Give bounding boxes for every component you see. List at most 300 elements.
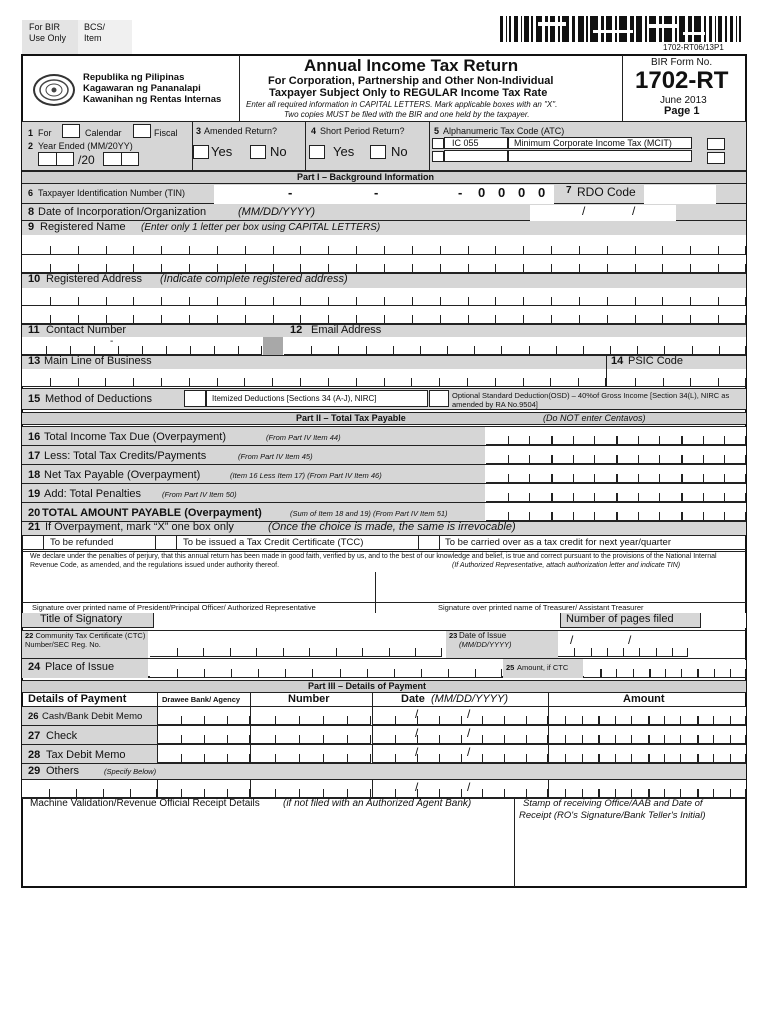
box-tick <box>275 735 276 743</box>
box-tick <box>623 648 624 656</box>
item3-no: 3 <box>196 126 202 136</box>
agency-line-2: Kagawaran ng Pananalapi <box>83 83 201 94</box>
box-tick <box>718 246 719 254</box>
box-tick <box>249 735 250 743</box>
short-period-yes-checkbox[interactable] <box>309 145 325 159</box>
box-tick <box>547 754 548 762</box>
box-tick <box>300 297 301 305</box>
rdo-code-input[interactable] <box>644 185 716 204</box>
box-tick <box>745 264 746 272</box>
box-tick <box>299 716 300 724</box>
box-tick <box>631 754 632 762</box>
box-tick <box>440 297 441 305</box>
box-tick <box>441 648 442 656</box>
form-code: 1702-RT06/13P1 <box>663 43 724 52</box>
contact-email-divider <box>263 337 283 355</box>
box-tick <box>395 716 396 724</box>
box-tick <box>662 297 663 305</box>
box-tick <box>395 789 396 797</box>
box-tick <box>412 246 413 254</box>
box-tick <box>573 436 574 444</box>
box-tick <box>508 512 509 520</box>
box-tick <box>697 669 699 677</box>
year-prefix: /20 <box>78 153 95 167</box>
registered-name-line-1[interactable] <box>22 235 746 255</box>
box-tick <box>336 648 337 656</box>
signature-president-label: Signature over printed name of President/Principal Officer/ Authorized Representative <box>32 603 316 612</box>
part2-centavos-note: (Do NOT enter Centavos) <box>543 413 646 423</box>
tax-row-amount-input[interactable] <box>486 465 746 483</box>
atc-blank-checkbox[interactable] <box>432 151 444 162</box>
tin-branch-digit-2: 0 <box>498 185 506 200</box>
tcc-checkbox[interactable] <box>155 535 177 550</box>
fiscal-label: Fiscal <box>154 128 178 138</box>
atc-extra-checkbox-2[interactable] <box>707 152 725 164</box>
box-tick <box>635 315 636 323</box>
box-tick <box>130 789 131 797</box>
box-tick <box>631 735 632 743</box>
box-tick <box>730 754 731 762</box>
box-tick <box>384 264 385 272</box>
box-tick <box>745 474 746 482</box>
box-tick <box>574 648 575 656</box>
date-input[interactable] <box>373 745 548 763</box>
box-tick <box>594 436 595 444</box>
box-tick <box>529 474 530 482</box>
form-number: 1702-RT <box>635 67 729 94</box>
box-tick <box>78 246 79 254</box>
psic-code-input[interactable] <box>607 369 746 387</box>
box-tick <box>384 297 385 305</box>
box-tick <box>719 346 720 354</box>
form-title: Annual Income Tax Return <box>304 56 519 75</box>
box-tick <box>638 493 639 501</box>
box-tick <box>245 264 246 272</box>
tax-row-no: 19 <box>28 488 41 500</box>
box-tick <box>467 378 468 386</box>
box-tick <box>745 297 746 305</box>
box-tick <box>133 315 134 323</box>
amount-input[interactable] <box>549 726 746 744</box>
box-tick <box>249 754 250 762</box>
tcc-label: To be issued a Tax Credit Certificate (TCC) <box>183 537 364 548</box>
box-tick <box>245 297 246 305</box>
box-tick <box>526 716 527 724</box>
box-tick <box>272 378 273 386</box>
itemized-deductions-checkbox[interactable] <box>184 390 206 407</box>
atc-code: IC 055 <box>452 138 479 148</box>
date-slash: / <box>415 726 419 740</box>
box-tick <box>681 474 683 482</box>
box-tick <box>133 246 134 254</box>
f14-label: PSIC Code <box>628 355 684 367</box>
item3-label: Amended Return? <box>204 126 278 136</box>
registered-name-line-2[interactable] <box>22 255 746 273</box>
number-input[interactable] <box>251 745 371 763</box>
box-tick <box>690 297 691 305</box>
box-tick <box>217 297 218 305</box>
f11-label: Contact Number <box>46 324 127 336</box>
item2-no: 2 <box>28 141 34 151</box>
part1-title: Part I – Background Information <box>297 172 435 182</box>
contact-number-input[interactable] <box>22 337 262 355</box>
box-tick <box>133 378 134 386</box>
box-tick <box>118 346 119 354</box>
box-tick <box>161 378 162 386</box>
tax-row-note: (Item 16 Less Item 17) (From Part IV Item 46) <box>230 471 382 480</box>
box-tick <box>299 789 300 797</box>
box-tick <box>76 789 77 797</box>
box-tick <box>672 648 673 656</box>
f9-note: (Enter only 1 letter per box using CAPITAL LETTERS) <box>141 222 381 233</box>
box-tick <box>648 716 650 724</box>
box-tick <box>681 512 683 520</box>
box-tick <box>659 512 660 520</box>
date-slash: / <box>467 780 471 794</box>
tax-row-label: Add: Total Penalties <box>44 488 142 500</box>
tax-row-18 <box>22 464 746 483</box>
box-tick <box>573 474 574 482</box>
others-specify-input[interactable] <box>22 780 157 798</box>
box-tick <box>389 648 390 656</box>
box-tick <box>579 264 580 272</box>
tax-row-no: 20 <box>28 507 41 519</box>
f6-label: Taxpayer Identification Number (TIN) <box>38 188 186 198</box>
f7-label: RDO Code <box>577 185 636 199</box>
box-tick <box>730 716 731 724</box>
box-tick <box>161 246 162 254</box>
box-tick <box>607 297 608 305</box>
date-input[interactable] <box>373 780 548 798</box>
box-tick <box>690 264 691 272</box>
box-tick <box>245 315 246 323</box>
box-tick <box>713 735 714 743</box>
number-input[interactable] <box>251 707 371 725</box>
box-tick <box>605 378 606 386</box>
box-tick <box>523 297 524 305</box>
form-note-2: Two copies MUST be filed with the BIR and one held by the taxpayer. <box>284 110 530 119</box>
box-tick <box>328 378 329 386</box>
box-tick <box>550 378 551 386</box>
drawee-bank-input[interactable] <box>158 707 250 725</box>
date-incorporation-input[interactable] <box>530 205 676 221</box>
box-tick <box>412 264 413 272</box>
box-tick <box>482 754 483 762</box>
registered-address-line-1[interactable] <box>22 288 746 306</box>
box-tick <box>724 512 725 520</box>
box-tick <box>659 455 660 463</box>
box-tick <box>439 378 440 386</box>
tax-row-amount-input[interactable] <box>486 484 746 502</box>
box-tick <box>745 512 746 520</box>
box-tick <box>482 789 483 797</box>
payment-row-no: 29 <box>28 765 41 777</box>
signature-president-input[interactable] <box>22 572 374 602</box>
box-tick <box>598 735 600 743</box>
box-tick <box>283 648 284 656</box>
box-tick <box>690 246 691 254</box>
f23-no: 23 <box>449 631 458 640</box>
box-tick <box>142 346 143 354</box>
box-tick <box>468 264 469 272</box>
box-tick <box>730 789 731 797</box>
box-tick <box>616 474 618 482</box>
number-input[interactable] <box>251 726 371 744</box>
tin-dash-1: - <box>288 185 293 200</box>
box-tick <box>664 754 665 762</box>
box-tick <box>635 246 636 254</box>
box-tick <box>663 378 664 386</box>
f10-no: 10 <box>28 273 41 285</box>
amended-no-label: No <box>270 144 287 159</box>
box-tick <box>526 735 527 743</box>
box-tick <box>610 346 611 354</box>
box-tick <box>384 315 385 323</box>
box-tick <box>367 669 368 677</box>
box-tick <box>656 648 657 656</box>
box-tick <box>638 474 639 482</box>
agency-line-1: Republika ng Pilipinas <box>83 72 185 83</box>
box-tick <box>616 512 618 520</box>
refund-checkbox[interactable] <box>22 535 44 550</box>
date-slash: / <box>467 726 471 740</box>
box-tick <box>181 716 182 724</box>
tax-row-amount-input[interactable] <box>486 503 746 521</box>
box-tick <box>551 264 552 272</box>
box-tick <box>616 669 617 677</box>
box-tick <box>106 297 107 305</box>
box-tick <box>529 512 530 520</box>
form-subtitle-1: For Corporation, Partnership and Other Non-Individual <box>268 75 554 87</box>
tax-row-20 <box>22 502 746 521</box>
title-signatory-input[interactable] <box>153 613 561 628</box>
box-tick <box>697 735 699 743</box>
box-tick <box>249 716 250 724</box>
registered-address-line-2[interactable] <box>22 306 746 324</box>
fiscal-checkbox[interactable] <box>133 124 151 138</box>
box-tick <box>190 346 191 354</box>
box-tick <box>217 264 218 272</box>
box-tick <box>713 716 714 724</box>
main-line-business-input[interactable] <box>22 369 606 387</box>
box-tick <box>551 493 553 501</box>
box-tick <box>347 716 348 724</box>
atc-desc: Minimum Corporate Income Tax (MCIT) <box>514 138 672 148</box>
box-tick <box>356 297 357 305</box>
stamp-label-2: Receipt (RO's Signature/Bank Teller's Initial) <box>519 810 706 821</box>
box-tick <box>106 246 107 254</box>
col-date: Date <box>401 693 425 705</box>
box-tick <box>745 455 746 463</box>
date-slash: / <box>415 780 419 794</box>
box-tick <box>648 754 650 762</box>
tax-row-amount-input[interactable] <box>486 427 746 445</box>
atc-blank-code[interactable] <box>444 150 508 162</box>
signature-treasurer-input[interactable] <box>376 572 746 602</box>
date-issue-input[interactable] <box>558 639 688 657</box>
box-tick <box>50 378 51 386</box>
box-tick <box>680 735 681 743</box>
box-tick <box>299 754 300 762</box>
date-input[interactable] <box>373 707 548 725</box>
f7-no: 7 <box>566 185 572 196</box>
box-tick <box>482 716 483 724</box>
tax-row-label: Less: Total Tax Credits/Payments <box>44 450 207 462</box>
box-tick <box>523 378 524 386</box>
place-issue-input[interactable] <box>150 660 502 678</box>
box-tick <box>495 264 496 272</box>
box-tick <box>745 246 746 254</box>
box-tick <box>412 315 413 323</box>
box-tick <box>356 264 357 272</box>
number-input[interactable] <box>251 780 371 798</box>
email-address-input[interactable] <box>284 337 746 355</box>
box-tick <box>70 346 71 354</box>
amended-no-checkbox[interactable] <box>250 145 266 159</box>
atc-blank-desc[interactable] <box>508 150 692 162</box>
box-tick <box>551 297 552 305</box>
part3-title: Part III – Details of Payment <box>308 681 427 691</box>
osd-checkbox[interactable] <box>429 390 449 407</box>
drawee-bank-input[interactable] <box>158 780 250 798</box>
calendar-checkbox[interactable] <box>62 124 80 138</box>
box-tick <box>745 315 746 323</box>
box-tick <box>680 716 681 724</box>
box-tick <box>730 735 731 743</box>
box-tick <box>724 436 725 444</box>
box-tick <box>615 789 616 797</box>
f22-label <box>25 632 147 649</box>
box-tick <box>551 455 553 463</box>
box-tick <box>565 754 566 762</box>
tax-row-label: TOTAL AMOUNT PAYABLE (Overpayment) <box>42 507 262 519</box>
box-tick <box>275 716 276 724</box>
box-tick <box>591 648 592 656</box>
box-tick <box>607 246 608 254</box>
box-tick <box>177 648 178 656</box>
box-tick <box>665 669 666 677</box>
box-tick <box>713 789 714 797</box>
box-tick <box>745 346 746 354</box>
box-tick <box>78 378 79 386</box>
box-tick <box>161 297 162 305</box>
drawee-bank-input[interactable] <box>158 726 250 744</box>
box-tick <box>573 493 574 501</box>
item5-label: Alphanumeric Tax Code (ATC) <box>443 126 565 136</box>
box-tick <box>356 246 357 254</box>
f8-format: (MM/DD/YYYY) <box>238 206 315 218</box>
box-tick <box>501 669 502 677</box>
box-tick <box>323 716 324 724</box>
box-tick <box>690 378 691 386</box>
box-tick <box>718 315 719 323</box>
box-tick <box>217 378 218 386</box>
col-details: Details of Payment <box>28 693 127 705</box>
box-tick <box>703 512 704 520</box>
box-tick <box>370 735 371 743</box>
box-tick <box>156 789 157 797</box>
box-tick <box>384 246 385 254</box>
box-tick <box>258 669 259 677</box>
box-tick <box>582 716 583 724</box>
drawee-bank-input[interactable] <box>158 745 250 763</box>
f11-no: 11 <box>28 324 40 336</box>
atc-extra-checkbox-1[interactable] <box>707 138 725 150</box>
amended-yes-checkbox[interactable] <box>193 145 209 159</box>
tax-row-amount-input[interactable] <box>486 446 746 464</box>
bcs-item-label: BCS/ Item <box>84 22 106 43</box>
item1-label: For <box>38 128 52 138</box>
f13-label: Main Line of Business <box>44 355 152 367</box>
box-tick <box>495 378 496 386</box>
machine-validation-label: Machine Validation/Revenue Official Receipt Details <box>30 798 260 809</box>
box-tick <box>615 716 616 724</box>
col-drawee: Drawee Bank/ Agency <box>162 695 241 704</box>
box-tick <box>635 297 636 305</box>
box-tick <box>649 669 651 677</box>
box-tick <box>217 315 218 323</box>
box-tick <box>285 669 286 677</box>
box-tick <box>461 754 462 762</box>
pages-filed-input[interactable] <box>700 613 746 628</box>
form-date: June 2013 <box>660 95 707 106</box>
box-tick <box>594 455 595 463</box>
box-tick <box>420 346 421 354</box>
box-tick <box>579 297 580 305</box>
date-slash: / <box>415 745 419 759</box>
contact-email-label-row <box>22 324 746 337</box>
short-period-no-checkbox[interactable] <box>370 145 386 159</box>
box-tick <box>439 789 440 797</box>
box-tick <box>638 436 639 444</box>
box-tick <box>495 246 496 254</box>
amount-input[interactable] <box>549 780 746 798</box>
box-tick <box>565 716 566 724</box>
box-tick <box>680 754 681 762</box>
amount-input[interactable] <box>549 707 746 725</box>
item4-label: Short Period Return? <box>320 126 405 136</box>
box-tick <box>504 716 505 724</box>
stamp-label-1: Stamp of receiving Office/AAB and Date of <box>523 798 703 809</box>
box-tick <box>78 264 79 272</box>
atc-code-checkbox[interactable] <box>432 138 444 149</box>
payment-row-label: Others <box>46 765 80 777</box>
box-tick <box>648 735 650 743</box>
ctc-number-input[interactable] <box>150 639 442 657</box>
tin-branch-digit-4: 0 <box>538 185 546 200</box>
box-tick <box>681 455 683 463</box>
amount-input[interactable] <box>549 745 746 763</box>
box-tick <box>468 246 469 254</box>
item2-label: Year Ended (MM/20YY) <box>38 141 133 151</box>
box-tick <box>582 754 583 762</box>
box-tick <box>299 735 300 743</box>
box-tick <box>703 455 704 463</box>
carry-over-checkbox[interactable] <box>418 535 440 550</box>
box-tick <box>523 264 524 272</box>
box-tick <box>662 315 663 323</box>
f24-no: 24 <box>28 661 41 673</box>
box-tick <box>384 378 385 386</box>
date-input[interactable] <box>373 726 548 744</box>
tax-row-16 <box>22 426 746 445</box>
box-tick <box>189 264 190 272</box>
date-slash: / <box>467 745 471 759</box>
amount-ctc-input[interactable] <box>584 660 746 678</box>
box-tick <box>745 669 746 677</box>
box-tick <box>133 264 134 272</box>
page-number: Page 1 <box>664 105 700 117</box>
